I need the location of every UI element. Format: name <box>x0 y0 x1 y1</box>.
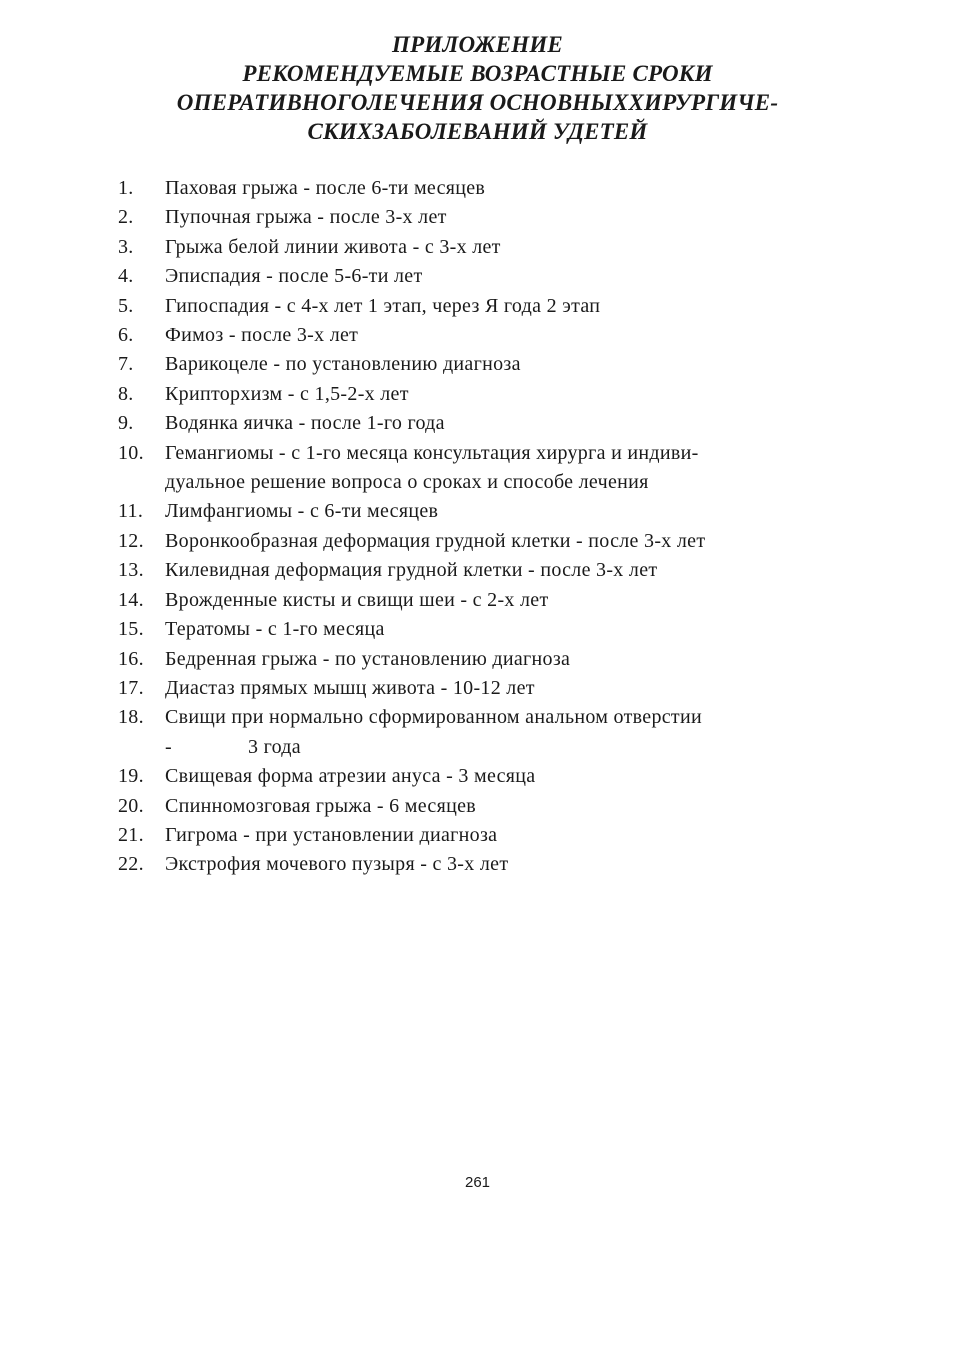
item-text: Бедренная грыжа - по установлению диагноза <box>165 647 571 670</box>
item-number: 22. <box>118 853 144 876</box>
list-item <box>118 497 858 526</box>
item-number: 1. <box>118 177 134 199</box>
list-item <box>118 850 858 879</box>
item-text-continuation: 3 года <box>247 735 301 758</box>
item-text: Паховая грыжа - после 6-ти месяцев <box>165 177 486 199</box>
item-text: Крипторхизм - с 1,5-2-х лет <box>165 382 409 405</box>
list-item <box>118 439 858 498</box>
item-number: 8. <box>118 382 134 405</box>
item-text <box>165 703 858 762</box>
item-number: 3. <box>118 235 134 258</box>
item-number: 16. <box>118 647 144 670</box>
list-item <box>118 262 858 291</box>
list-item <box>118 527 858 556</box>
item-text: Экстрофия мочевого пузыря - с 3-х лет <box>165 853 509 876</box>
item-text: Фимоз - после 3-х лет <box>165 324 359 347</box>
list-item <box>118 615 858 644</box>
title-line-4: СКИХЗАБОЛЕВАНИЙ УДЕТЕЙ <box>307 119 648 144</box>
item-number: 19. <box>118 765 144 788</box>
list-item <box>118 350 858 379</box>
surgery-age-list <box>118 174 858 880</box>
item-text: Водянка яичка - после 1-го года <box>165 412 445 435</box>
item-text: Эписпадия - после 5-6-ти лет <box>165 265 423 288</box>
item-number: 9. <box>118 412 134 435</box>
item-text: Врожденные кисты и свищи шеи - с 2-х лет <box>165 588 549 611</box>
item-number: 5. <box>118 294 134 317</box>
list-item <box>118 645 858 674</box>
item-number: 17. <box>118 676 144 699</box>
list-item <box>118 292 858 321</box>
item-text <box>165 439 858 498</box>
item-text: Диастаз прямых мышц живота - 10-12 лет <box>165 676 535 699</box>
list-item <box>118 174 858 203</box>
item-number: 6. <box>118 324 134 347</box>
item-text: Спинномозговая грыжа - 6 месяцев <box>165 794 477 817</box>
item-number: 21. <box>118 823 144 846</box>
list-item <box>118 203 858 232</box>
item-number: 20. <box>118 794 144 817</box>
title-line-1: ПРИЛОЖЕНИЕ <box>392 32 563 57</box>
continuation-dash: - <box>165 735 172 758</box>
list-item <box>118 586 858 615</box>
item-text: Пупочная грыжа - после 3-х лет <box>165 206 447 229</box>
title-line-2: РЕКОМЕНДУЕМЫЕ ВОЗРАСТНЫЕ СРОКИ <box>242 61 713 86</box>
list-item <box>118 792 858 821</box>
item-text-continuation: дуальное решение вопроса о сроках и способе лечения <box>165 471 649 494</box>
item-text-line: Свищи при нормально сформированном анальном отверстии <box>165 706 702 729</box>
list-item <box>118 762 858 791</box>
list-item <box>118 556 858 585</box>
item-text: Грыжа белой линии живота - с 3-х лет <box>165 235 501 258</box>
item-number: 12. <box>118 529 144 552</box>
item-text: Тератомы - с 1-го месяца <box>165 618 385 641</box>
item-number: 18. <box>118 706 144 729</box>
page-number: 261 <box>464 1174 491 1191</box>
list-item <box>118 409 858 438</box>
item-number: 13. <box>118 559 144 582</box>
appendix-title <box>0 30 955 146</box>
item-number: 7. <box>118 353 134 376</box>
list-item <box>118 380 858 409</box>
list-item <box>118 703 858 762</box>
item-number: 11. <box>118 500 144 523</box>
item-number: 2. <box>118 206 134 229</box>
list-item <box>118 674 858 703</box>
item-number: 10. <box>118 441 144 464</box>
item-text: Свищевая форма атрезии ануса - 3 месяца <box>165 765 536 788</box>
item-text: Лимфангиомы - с 6-ти месяцев <box>165 500 439 523</box>
title-line-3: ОПЕРАТИВНОГОЛЕЧЕНИЯ ОСНОВНЫХХИРУРГИЧЕ- <box>176 90 779 115</box>
item-text-line: Гемангиомы - с 1-го месяца консультация хирурга и индиви- <box>165 441 699 464</box>
item-text: Воронкообразная деформация грудной клетки - после 3-х лет <box>165 529 706 552</box>
item-text: Гипоспадия - с 4-х лет 1 этап, через Я года 2 этап <box>165 294 601 317</box>
item-text: Гигрома - при установлении диагноза <box>165 823 498 846</box>
list-item <box>118 321 858 350</box>
list-item <box>118 233 858 262</box>
item-number: 14. <box>118 588 144 611</box>
item-number: 4. <box>118 265 134 288</box>
item-text: Варикоцеле - по установлению диагноза <box>165 353 521 376</box>
item-text: Килевидная деформация грудной клетки - после 3-х лет <box>165 559 658 582</box>
item-text-continuation-line <box>165 733 858 762</box>
list-item <box>118 821 858 850</box>
item-number: 15. <box>118 618 144 641</box>
